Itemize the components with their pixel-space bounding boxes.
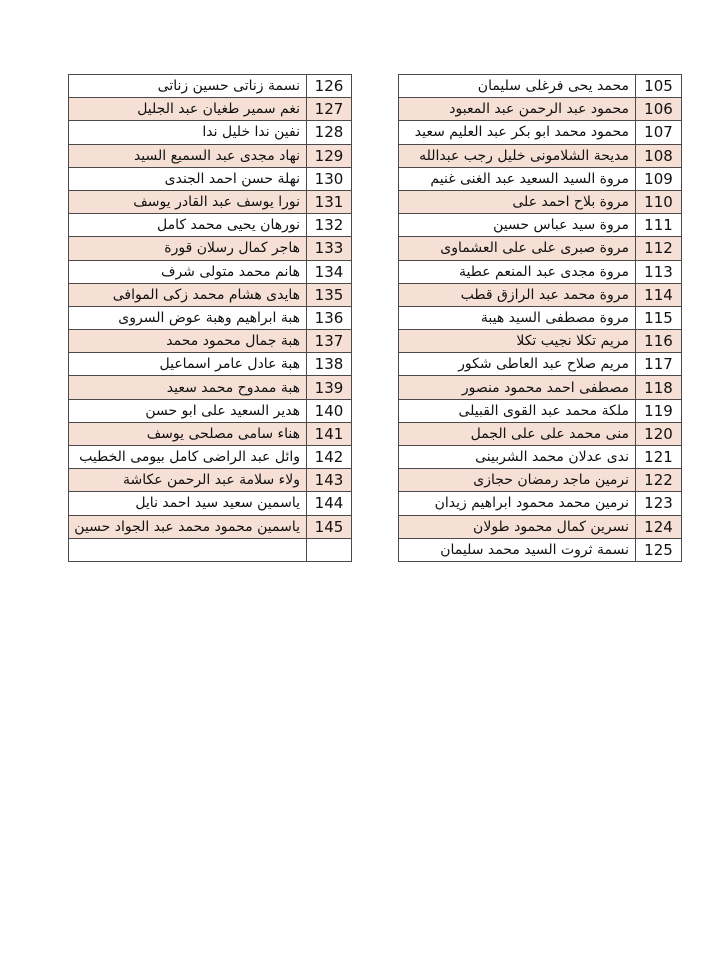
column-gap-cell	[352, 306, 399, 329]
right-name-cell: مروة صبرى على على العشماوى	[399, 237, 636, 260]
right-name-cell: محمود عبد الرحمن عبد المعبود	[399, 98, 636, 121]
left-name-cell: نورا يوسف عبد القادر يوسف	[69, 190, 307, 213]
table-row	[69, 376, 682, 399]
left-number-cell: 127	[307, 98, 352, 121]
column-gap-cell	[352, 167, 399, 190]
right-number-cell: 108	[636, 144, 682, 167]
right-number-cell: 109	[636, 167, 682, 190]
column-gap-cell	[352, 353, 399, 376]
left-number-cell: 131	[307, 190, 352, 213]
table-row	[69, 306, 682, 329]
right-number-cell: 117	[636, 353, 682, 376]
column-gap-cell	[352, 214, 399, 237]
right-number-cell: 114	[636, 283, 682, 306]
left-number-cell: 138	[307, 353, 352, 376]
left-number-cell: 133	[307, 237, 352, 260]
column-gap-cell	[352, 283, 399, 306]
right-name-cell: نرمين محمد محمود ابراهيم زيدان	[399, 492, 636, 515]
right-name-cell: ملكة محمد عبد القوى القبيلى	[399, 399, 636, 422]
right-number-cell: 118	[636, 376, 682, 399]
left-name-cell: وائل عبد الراضى كامل بيومى الخطيب	[69, 446, 307, 469]
right-number-cell: 115	[636, 306, 682, 329]
right-name-cell: مروة مصطفى السيد هيبة	[399, 306, 636, 329]
column-gap-cell	[352, 399, 399, 422]
left-name-cell: نفين ندا خليل ندا	[69, 121, 307, 144]
column-gap-cell	[352, 446, 399, 469]
table-row	[69, 121, 682, 144]
left-name-cell: نهاد مجدى عبد السميع السيد	[69, 144, 307, 167]
left-name-cell: نهلة حسن احمد الجندى	[69, 167, 307, 190]
column-gap-cell	[352, 98, 399, 121]
left-number-cell: 137	[307, 330, 352, 353]
right-name-cell: مديحة الشلامونى خليل رجب عبدالله	[399, 144, 636, 167]
left-number-cell: 142	[307, 446, 352, 469]
left-number-cell: 143	[307, 469, 352, 492]
right-name-cell: مصطفى احمد محمود منصور	[399, 376, 636, 399]
left-number-cell: 135	[307, 283, 352, 306]
left-number-cell: 129	[307, 144, 352, 167]
table-row	[69, 399, 682, 422]
left-name-cell: هناء سامى مصلحى يوسف	[69, 422, 307, 445]
table-row	[69, 515, 682, 538]
right-name-cell: نرمين ماجد رمضان حجازى	[399, 469, 636, 492]
table-row	[69, 283, 682, 306]
right-number-cell: 111	[636, 214, 682, 237]
left-number-cell: 134	[307, 260, 352, 283]
column-gap-cell	[352, 190, 399, 213]
left-name-cell: هبة ممدوح محمد سعيد	[69, 376, 307, 399]
table-row	[69, 492, 682, 515]
column-gap-cell	[352, 75, 399, 98]
right-number-cell: 105	[636, 75, 682, 98]
table-row	[69, 237, 682, 260]
left-number-cell: 144	[307, 492, 352, 515]
left-name-cell: هدير السعيد على ابو حسن	[69, 399, 307, 422]
column-gap-cell	[352, 121, 399, 144]
right-name-cell: مروة السيد السعيد عبد الغنى غنيم	[399, 167, 636, 190]
table-row	[69, 353, 682, 376]
right-number-cell: 123	[636, 492, 682, 515]
left-name-cell: هانم محمد متولى شرف	[69, 260, 307, 283]
table-row	[69, 330, 682, 353]
left-number-cell: 145	[307, 515, 352, 538]
right-number-cell: 122	[636, 469, 682, 492]
right-name-cell: مروة محمد عبد الرازق قطب	[399, 283, 636, 306]
left-number-cell: 136	[307, 306, 352, 329]
right-number-cell: 120	[636, 422, 682, 445]
left-number-cell: 140	[307, 399, 352, 422]
right-name-cell: نسرين كمال محمود طولان	[399, 515, 636, 538]
right-name-cell: نسمة ثروت السيد محمد سليمان	[399, 538, 636, 561]
right-number-cell: 124	[636, 515, 682, 538]
right-number-cell: 112	[636, 237, 682, 260]
column-gap-cell	[352, 515, 399, 538]
left-number-cell: 141	[307, 422, 352, 445]
left-number-cell: 132	[307, 214, 352, 237]
left-number-cell: 139	[307, 376, 352, 399]
table-row	[69, 214, 682, 237]
right-number-cell: 107	[636, 121, 682, 144]
column-gap-cell	[352, 422, 399, 445]
left-name-cell: هايدى هشام محمد زكى الموافى	[69, 283, 307, 306]
table-row	[69, 422, 682, 445]
table-row	[69, 538, 682, 561]
left-name-cell	[69, 538, 307, 561]
table-row	[69, 190, 682, 213]
table-row	[69, 98, 682, 121]
names-table	[68, 74, 682, 562]
right-number-cell: 121	[636, 446, 682, 469]
table-row	[69, 469, 682, 492]
column-gap-cell	[352, 492, 399, 515]
left-name-cell: نغم سمير طغيان عبد الجليل	[69, 98, 307, 121]
column-gap-cell	[352, 330, 399, 353]
table-row	[69, 167, 682, 190]
right-name-cell: مروة بلاح احمد على	[399, 190, 636, 213]
left-name-cell: هاجر كمال رسلان قورة	[69, 237, 307, 260]
column-gap-cell	[352, 376, 399, 399]
right-name-cell: منى محمد على على الجمل	[399, 422, 636, 445]
left-name-cell: ياسمين سعيد سيد احمد نايل	[69, 492, 307, 515]
right-name-cell: مروة سيد عباس حسين	[399, 214, 636, 237]
column-gap-cell	[352, 144, 399, 167]
left-number-cell: 130	[307, 167, 352, 190]
right-name-cell: مروة مجدى عبد المنعم عطية	[399, 260, 636, 283]
left-name-cell: ولاء سلامة عبد الرحمن عكاشة	[69, 469, 307, 492]
left-name-cell: هبة عادل عامر اسماعيل	[69, 353, 307, 376]
right-number-cell: 106	[636, 98, 682, 121]
left-name-cell: نورهان يحيى محمد كامل	[69, 214, 307, 237]
right-number-cell: 125	[636, 538, 682, 561]
column-gap-cell	[352, 260, 399, 283]
right-name-cell: محمود محمد ابو بكر عبد العليم سعيد	[399, 121, 636, 144]
left-name-cell: ياسمين محمود محمد عبد الجواد حسين	[69, 515, 307, 538]
right-number-cell: 113	[636, 260, 682, 283]
column-gap-cell	[352, 237, 399, 260]
column-gap-cell	[352, 538, 399, 561]
right-number-cell: 110	[636, 190, 682, 213]
right-number-cell: 116	[636, 330, 682, 353]
left-name-cell: هبة ابراهيم وهبة عوض السروى	[69, 306, 307, 329]
table-row	[69, 260, 682, 283]
right-name-cell: محمد يحى فرغلى سليمان	[399, 75, 636, 98]
right-number-cell: 119	[636, 399, 682, 422]
table-row	[69, 446, 682, 469]
left-number-cell	[307, 538, 352, 561]
column-gap-cell	[352, 469, 399, 492]
left-name-cell: نسمة زناتى حسين زناتى	[69, 75, 307, 98]
table-row	[69, 75, 682, 98]
right-name-cell: مريم صلاح عبد العاطى شكور	[399, 353, 636, 376]
left-number-cell: 126	[307, 75, 352, 98]
left-name-cell: هبة جمال محمود محمد	[69, 330, 307, 353]
right-name-cell: مريم تكلا نجيب تكلا	[399, 330, 636, 353]
names-table-body	[69, 75, 682, 562]
left-number-cell: 128	[307, 121, 352, 144]
right-name-cell: ندى عدلان محمد الشربينى	[399, 446, 636, 469]
table-row	[69, 144, 682, 167]
